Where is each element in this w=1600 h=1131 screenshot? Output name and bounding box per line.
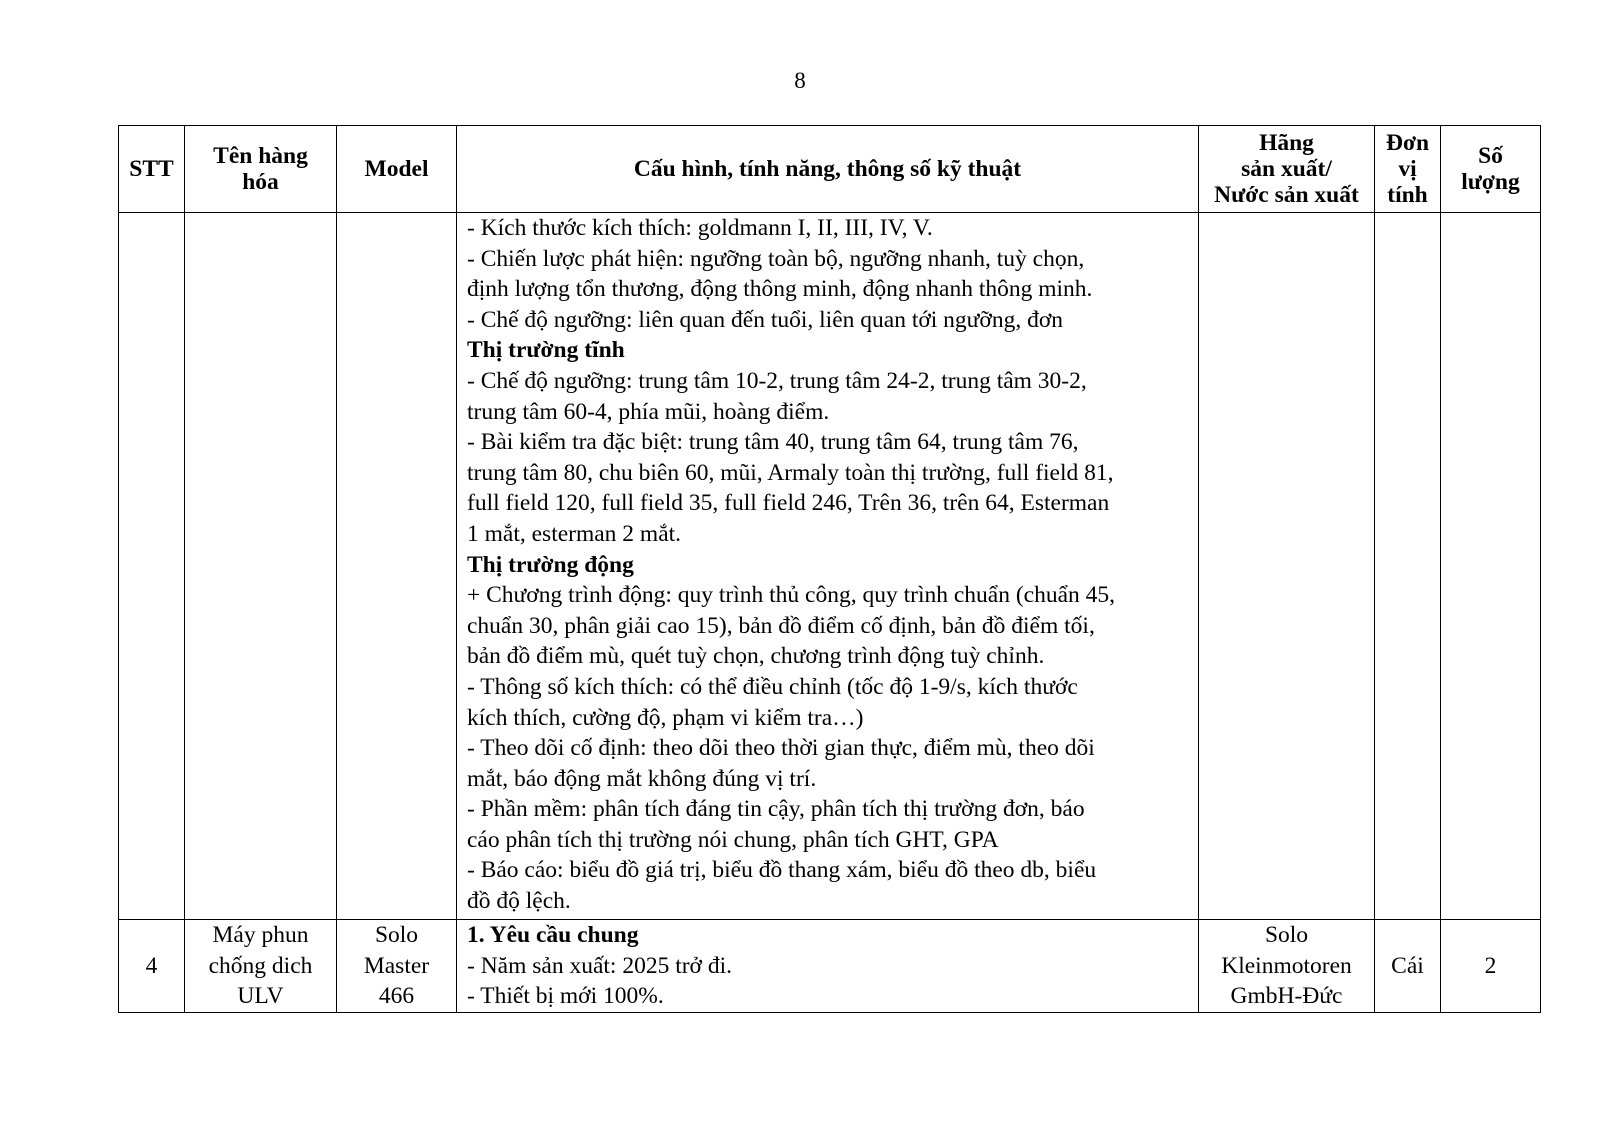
spec-line: - Thông số kích thích: có thể điều chỉnh (tốc độ 1-9/s, kích thước <box>467 673 1078 700</box>
spec-line: - Chế độ ngưỡng: trung tâm 10-2, trung tâm 24-2, trung tâm 30-2, <box>467 367 1087 394</box>
cell-quantity: 2 <box>1441 920 1541 1013</box>
spec-line: trung tâm 80, chu biên 60, mũi, Armaly toàn thị trường, full field 81, <box>467 459 1114 486</box>
table-row <box>119 920 1541 1013</box>
cell-unit: Cái <box>1375 920 1441 1013</box>
header-product-name: Tên hàng hóa <box>185 126 337 213</box>
spec-line: mắt, báo động mắt không đúng vị trí. <box>467 765 817 792</box>
cell-name-empty <box>185 213 337 920</box>
spec-line: full field 120, full field 35, full field 246, Trên 36, trên 64, Esterman <box>467 490 1110 517</box>
cell-product-name: Máy phun chống dich ULV <box>185 920 337 1013</box>
spec-line: định lượng tổn thương, động thông minh, động nhanh thông minh. <box>467 276 1093 303</box>
cell-qty-empty <box>1441 213 1541 920</box>
spec-section-heading: 1. Yêu cầu chung <box>467 922 639 948</box>
spec-line: - Chiến lược phát hiện: ngưỡng toàn bộ, ngưỡng nhanh, tuỳ chọn, <box>467 245 1085 272</box>
cell-model-empty <box>337 213 457 920</box>
spec-section-heading: Thị trường tĩnh <box>467 337 625 364</box>
spec-line: bản đồ điểm mù, quét tuỳ chọn, chương trình động tuỳ chỉnh. <box>467 643 1045 670</box>
spec-lines <box>467 920 1188 1012</box>
spec-line: 1 mắt, esterman 2 mắt. <box>467 520 682 547</box>
table-row-continued <box>119 213 1541 920</box>
header-configuration: Cấu hình, tính năng, thông số kỹ thuật <box>457 126 1199 213</box>
table-header-row <box>119 126 1541 213</box>
spec-line: + Chương trình động: quy trình thủ công, quy trình chuẩn (chuẩn 45, <box>467 582 1116 609</box>
cell-model: Solo Master 466 <box>337 920 457 1013</box>
header-model: Model <box>337 126 457 213</box>
spec-line: kích thích, cường độ, phạm vi kiểm tra…) <box>467 704 864 731</box>
spec-line: trung tâm 60-4, phía mũi, hoàng điểm. <box>467 398 830 425</box>
spec-line: - Bài kiểm tra đặc biệt: trung tâm 40, trung tâm 64, trung tâm 76, <box>467 429 1079 456</box>
spec-line: - Báo cáo: biểu đồ giá trị, biểu đồ thang xám, biểu đồ theo db, biểu <box>467 857 1097 884</box>
spec-lines <box>467 213 1188 917</box>
cell-manufacturer: Solo Kleinmotoren GmbH-Đức <box>1199 920 1375 1013</box>
cell-stt-empty <box>119 213 185 920</box>
header-stt: STT <box>119 126 185 213</box>
header-manufacturer: Hãng sản xuất/ Nước sản xuất <box>1199 126 1375 213</box>
equipment-spec-table <box>118 125 1541 1013</box>
cell-spec <box>457 920 1199 1013</box>
header-unit: Đơn vị tính <box>1375 126 1441 213</box>
spec-line: chuẩn 30, phân giải cao 15), bản đồ điểm cố định, bản đồ điểm tối, <box>467 612 1095 639</box>
page-number: 8 <box>794 68 806 93</box>
spec-line: - Kích thước kích thích: goldmann I, II, III, IV, V. <box>467 215 933 241</box>
spec-line: cáo phân tích thị trường nói chung, phân tích GHT, GPA <box>467 826 999 853</box>
spec-line: - Phần mềm: phân tích đáng tin cậy, phân tích thị trường đơn, báo <box>467 796 1085 823</box>
cell-stt: 4 <box>119 920 185 1013</box>
spec-line: - Chế độ ngưỡng: liên quan đến tuổi, liên quan tới ngưỡng, đơn <box>467 306 1064 333</box>
spec-line: - Thiết bị mới 100%. <box>467 983 664 1010</box>
spec-line: đồ độ lệch. <box>467 888 571 915</box>
spec-line: - Năm sản xuất: 2025 trở đi. <box>467 952 733 979</box>
cell-spec-continued <box>457 213 1199 920</box>
header-quantity: Số lượng <box>1441 126 1541 213</box>
spec-line: - Theo dõi cố định: theo dõi theo thời gian thực, điểm mù, theo dõi <box>467 735 1095 762</box>
spec-section-heading: Thị trường động <box>467 551 634 578</box>
cell-maker-empty <box>1199 213 1375 920</box>
cell-unit-empty <box>1375 213 1441 920</box>
